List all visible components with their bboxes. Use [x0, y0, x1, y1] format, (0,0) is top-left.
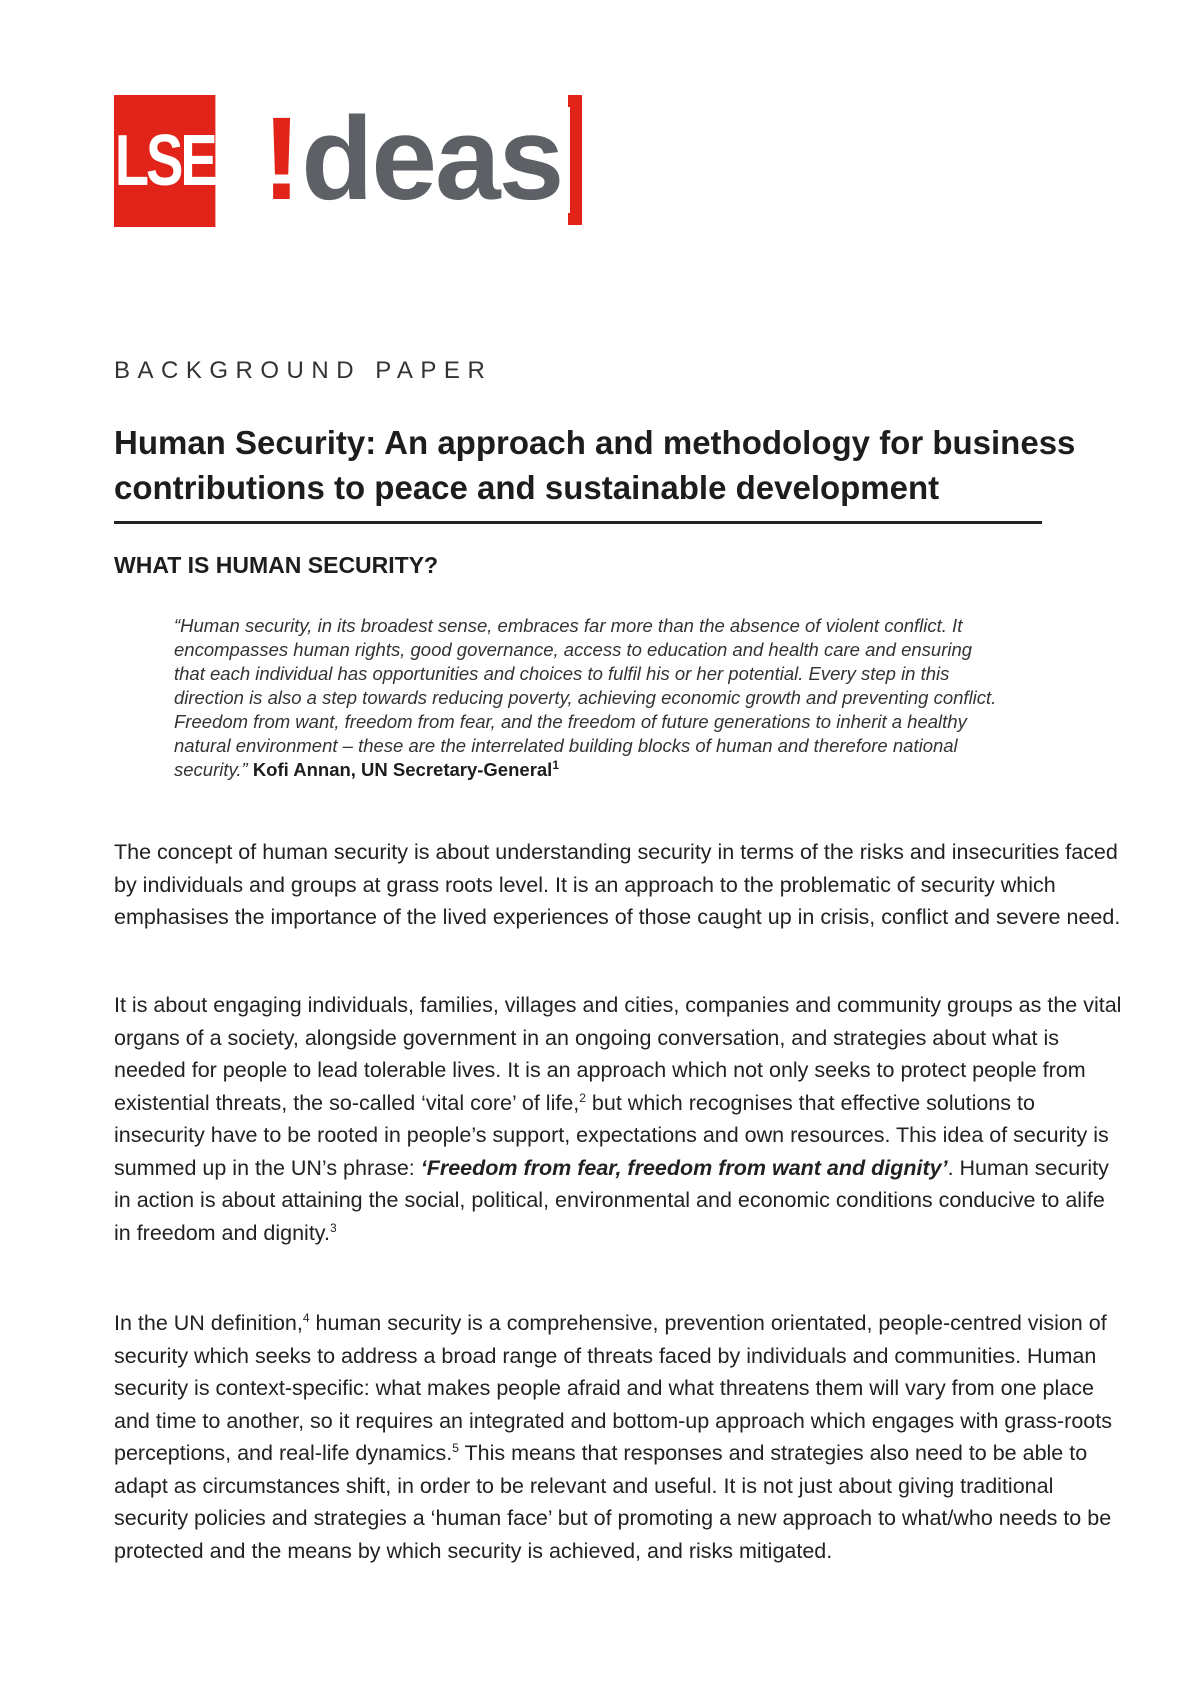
paragraph-2-text-b: but which recognises that effective solutions to insecurity have to be rooted in people’s support, expectations and own resources. This idea of security is summed up in the UN’s phrase:: [114, 1090, 1109, 1180]
footnote-marker: 2: [579, 1090, 586, 1105]
un-phrase-emphasis: ‘Freedom from fear, freedom from want and dignity’: [420, 1155, 948, 1180]
lse-ideas-logo: [114, 93, 563, 228]
footnote-marker: 5: [452, 1440, 459, 1455]
paragraph-2-text-a: It is about engaging individuals, families, villages and cities, companies and community groups as the vital organs of a society, alongside government in an ongoing conversation, and strategies about what is needed for people to lead tolerable lives. It is an approach which not only seeks to protect people from existential threats, the so-called ‘vital core’ of life,: [114, 993, 1122, 1115]
quote-text: “Human security, in its broadest sense, embraces far more than the absence of violent conflict. It encompasses human rights, good governance, access to education and health care and ensuring that each individual has opportunities and choices to fulfil his or her potential. Every step in this direction is also a step towards reducing poverty, achieving economic growth and preventing conflict. Freedom from want, freedom from fear, and the freedom of future generations to inherit a healthy natural environment – these are the interrelated building blocks of human and therefore national security.”: [174, 615, 997, 780]
lse-logo-box: LSE: [114, 95, 215, 227]
paragraph-2-text-c: . Human security in action is about attaining the social, political, environmental and economic conditions conducive to alife in freedom and dignity.: [114, 1155, 1109, 1245]
ideas-bracket-icon: [568, 95, 582, 225]
paragraph-3-text-b: human security is a comprehensive, prevention orientated, people-centred vision of security which seeks to address a broad range of threats faced by individuals and communities. Human security is context-specific: what makes people afraid and what threatens them will vary from one place and time to another, so it requires an integrated and bottom-up approach which engages with grass-roots perceptions, and real-life dynamics.: [114, 1311, 1112, 1465]
ideas-word: deas: [301, 93, 563, 225]
kofi-annan-quote: [174, 614, 1004, 782]
quote-attribution: [253, 759, 559, 780]
ideas-wordmark: [262, 89, 582, 229]
document-type-label: BACKGROUND PAPER: [114, 357, 493, 384]
footnote-marker: 3: [329, 1220, 337, 1235]
paper-title: Human Security: An approach and methodology for business contributions to peace and sustainable development: [114, 424, 1076, 506]
paragraph-2: [114, 989, 1124, 1249]
paragraph-3-text-c: This means that responses and strategies also need to be able to adapt as circumstances shift, in order to be relevant and useful. It is not just about giving traditional security policies and strategies a ‘human face’ but of promoting a new approach to what/who needs to be protected and the means by which security is achieved, and risks mitigated.: [114, 1441, 1112, 1563]
footnote-marker: 1: [552, 757, 560, 772]
paragraph-3-text-a: In the UN definition,: [114, 1311, 303, 1335]
quote-attribution-text: Kofi Annan, UN Secretary-General: [252, 759, 553, 780]
footnote-marker: 4: [302, 1310, 310, 1325]
ideas-exclamation-mark: !: [262, 93, 302, 225]
section-heading: WHAT IS HUMAN SECURITY?: [114, 552, 439, 578]
paragraph-1: The concept of human security is about understanding security in terms of the risks and insecurities faced by individuals and groups at grass roots level. It is an approach to the problematic of security which emphasises the importance of the lived experiences of those caught up in crisis, conflict and severe need.: [114, 840, 1121, 929]
title-divider: [114, 521, 1042, 524]
paragraph-3: [114, 1307, 1124, 1567]
